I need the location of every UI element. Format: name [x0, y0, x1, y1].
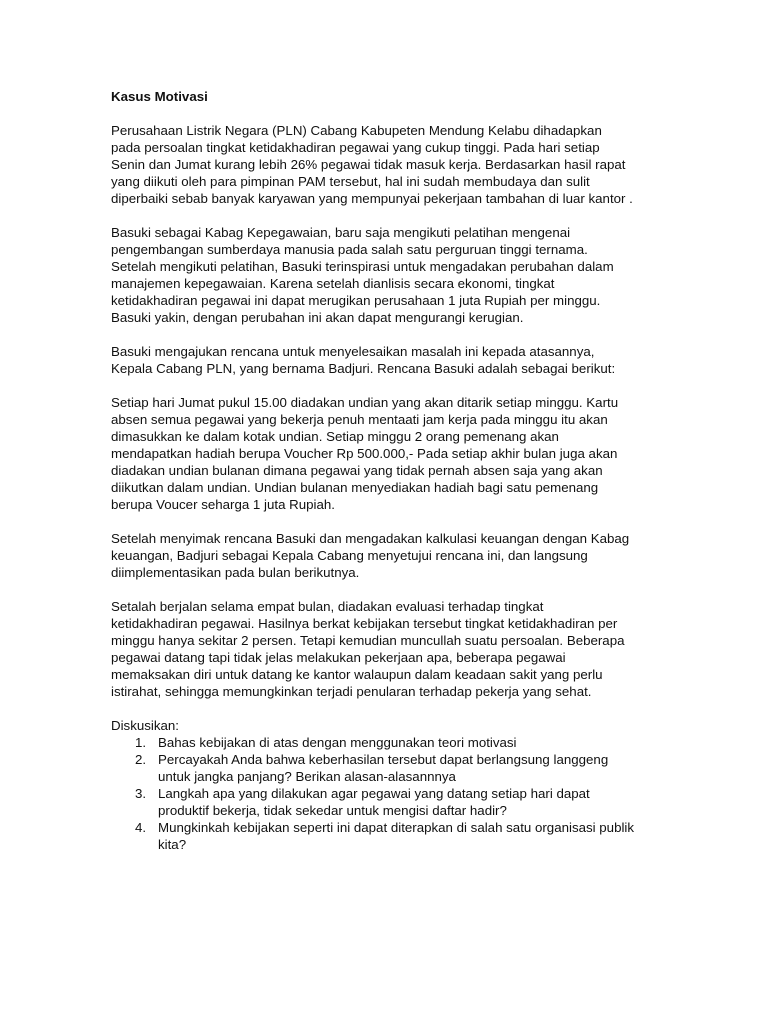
list-item: [111, 734, 671, 751]
list-item-line: Langkah apa yang dilakukan agar pegawai yang datang setiap hari dapat: [158, 786, 590, 801]
paragraph-line: memaksakan diri untuk datang ke kantor walaupun dalam keadaan sakit yang perlu: [111, 667, 603, 682]
paragraph-line: Setelah menyimak rencana Basuki dan mengadakan kalkulasi keuangan dengan Kabag: [111, 531, 630, 546]
paragraph-line: pada persoalan tingkat ketidakhadiran pegawai yang cukup tinggi. Pada hari setiap: [111, 140, 600, 155]
paragraph-line: Kepala Cabang PLN, yang bernama Badjuri. Rencana Basuki adalah sebagai berikut:: [111, 361, 616, 376]
list-item-line: untuk jangka panjang? Berikan alasan-alasannnya: [158, 769, 456, 784]
paragraph-line: Setelah mengikuti pelatihan, Basuki terinspirasi untuk mengadakan perubahan dalam: [111, 259, 614, 274]
paragraph-line: Basuki mengajukan rencana untuk menyelesaikan masalah ini kepada atasannya,: [111, 344, 595, 359]
paragraph-line: manajemen kepegawaian. Karena setelah dianlisis secara ekonomi, tingkat: [111, 276, 555, 291]
discussion-label: Diskusikan:: [111, 718, 179, 733]
list-item-line: kita?: [158, 837, 187, 852]
list-item-line: Mungkinkah kebijakan seperti ini dapat diterapkan di salah satu organisasi publik: [158, 820, 635, 835]
paragraph-1: [111, 122, 671, 207]
paragraph-line: keuangan, Badjuri sebagai Kepala Cabang menyetujui rencana ini, dan langsung: [111, 548, 588, 563]
list-item: [111, 785, 671, 819]
list-item-number: 2.: [135, 752, 147, 767]
discussion-list: [111, 734, 671, 853]
paragraph-line: diperbaiki sebab banyak karyawan yang mempunyai pekerjaan tambahan di luar kantor .: [111, 191, 633, 206]
list-item-number: 4.: [135, 820, 147, 835]
list-item: [111, 819, 671, 853]
paragraph-line: Basuki sebagai Kabag Kepegawaian, baru saja mengikuti pelatihan mengenai: [111, 225, 571, 240]
list-item-number: 1.: [135, 735, 147, 750]
paragraph-line: Setiap hari Jumat pukul 15.00 diadakan undian yang akan ditarik setiap minggu. Kartu: [111, 395, 619, 410]
paragraph-line: Senin dan Jumat kurang lebih 26% pegawai tidak masuk kerja. Berdasarkan hasil rapat: [111, 157, 626, 172]
paragraph-2: [111, 224, 671, 326]
paragraph-4: [111, 394, 671, 513]
document-title: Kasus Motivasi: [111, 89, 208, 104]
paragraph-line: yang diikuti oleh para pimpinan PAM tersebut, hal ini sudah membudaya dan sulit: [111, 174, 590, 189]
paragraph-line: pegawai datang tapi tidak jelas melakukan pekerjaan apa, beberapa pegawai: [111, 650, 566, 665]
list-item-line: Percayakah Anda bahwa keberhasilan tersebut dapat berlangsung langgeng: [158, 752, 609, 767]
paragraph-line: berupa Voucer seharga 1 juta Rupiah.: [111, 497, 335, 512]
paragraph-line: mendapatkan hadiah berupa Voucher Rp 500.000,- Pada setiap akhir bulan juga akan: [111, 446, 618, 461]
paragraph-6: [111, 598, 671, 700]
paragraph-line: Perusahaan Listrik Negara (PLN) Cabang Kabupeten Mendung Kelabu dihadapkan: [111, 123, 602, 138]
document-page: [111, 88, 671, 853]
paragraph-line: minggu hanya sekitar 2 persen. Tetapi kemudian muncullah suatu persoalan. Beberapa: [111, 633, 625, 648]
paragraph-line: absen semua pegawai yang bekerja penuh mentaati jam kerja pada minggu itu akan: [111, 412, 608, 427]
paragraph-line: ketidakhadiran pegawai. Hasilnya berkat kebijakan tersebut tingkat ketidakhadiran per: [111, 616, 618, 631]
paragraph-line: diimplementasikan pada bulan berikutnya.: [111, 565, 360, 580]
paragraph-5: [111, 530, 671, 581]
paragraph-line: istirahat, sehingga memungkinkan terjadi penularan terhadap pekerja yang sehat.: [111, 684, 592, 699]
paragraph-line: diikutkan dalam undian. Undian bulanan menyediakan hadiah bagi satu pemenang: [111, 480, 599, 495]
list-item-number: 3.: [135, 786, 147, 801]
list-item: [111, 751, 671, 785]
paragraph-3: [111, 343, 671, 377]
paragraph-line: pengembangan sumberdaya manusia pada salah satu perguruan tinggi ternama.: [111, 242, 588, 257]
paragraph-line: diadakan undian bulanan dimana pegawai yang tidak pernah absen saja yang akan: [111, 463, 603, 478]
paragraph-line: dimasukkan ke dalam kotak undian. Setiap minggu 2 orang pemenang akan: [111, 429, 559, 444]
paragraph-line: ketidakhadiran pegawai ini dapat merugikan perusahaan 1 juta Rupiah per minggu.: [111, 293, 601, 308]
list-item-line: produktif bekerja, tidak sekedar untuk mengisi daftar hadir?: [158, 803, 507, 818]
list-item-line: Bahas kebijakan di atas dengan menggunakan teori motivasi: [158, 735, 517, 750]
paragraph-line: Basuki yakin, dengan perubahan ini akan dapat mengurangi kerugian.: [111, 310, 524, 325]
paragraph-line: Setalah berjalan selama empat bulan, diadakan evaluasi terhadap tingkat: [111, 599, 544, 614]
